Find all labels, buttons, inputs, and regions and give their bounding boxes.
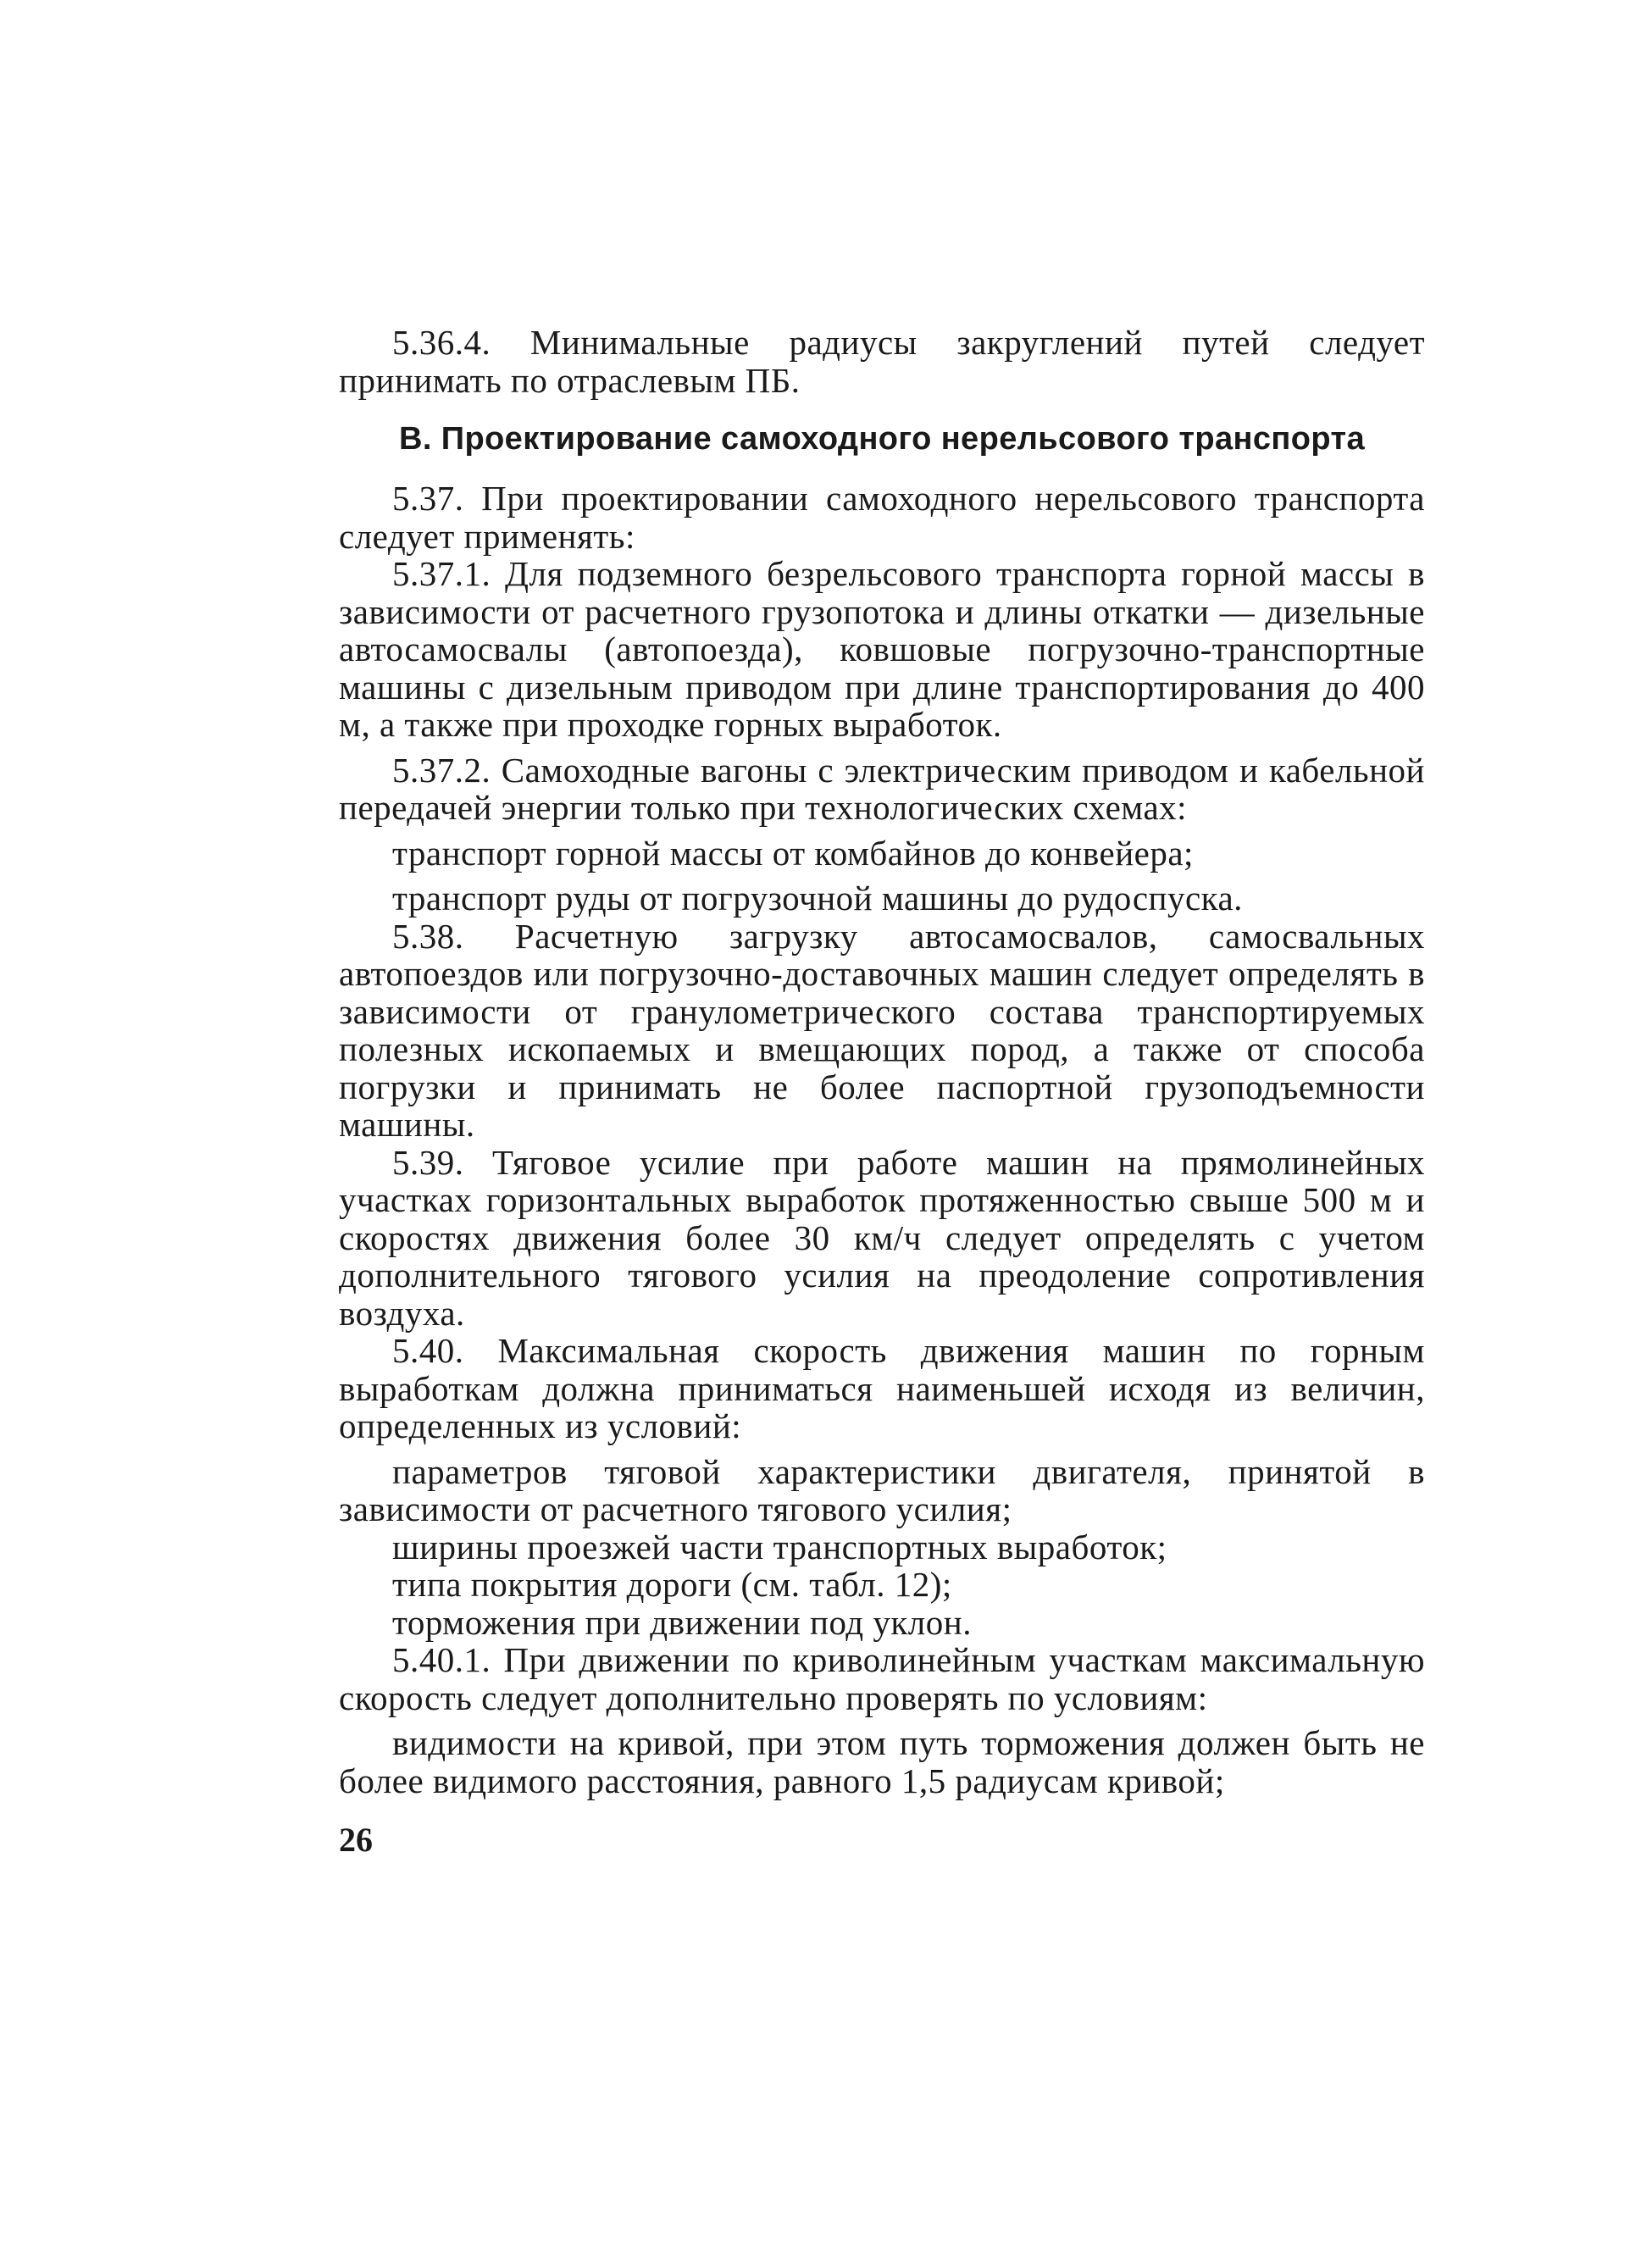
paragraph-5-36-4: 5.36.4. Минимальные радиусы закруглений путей следует принимать по отраслевым ПБ. [339, 323, 1425, 400]
paragraph-5-40-1: 5.40.1. При движении по криволинейным участкам максимальную скорость следует дополнительно проверять по условиям: [339, 1640, 1425, 1717]
list-item-road-surface: типа покрытия дороги (см. табл. 12); [392, 1565, 952, 1604]
section-heading-v: В. Проектирование самоходного нерельсового транспорта [398, 421, 1366, 457]
list-item-transport-ore: транспорт руды от погрузочной машины до рудоспуска. [392, 879, 1243, 918]
paragraph-5-38: 5.38. Расчетную загрузку автосамосвалов, самосвальных автопоездов или погрузочно-доставочных машин следует определять в зависимости от гранулометрического состава транспортируемых полезных ископаемых и вмещающих пород, а также от способа погрузки и принимать не более паспортной грузоподъемности машины. [339, 916, 1425, 1144]
paragraph-5-39: 5.39. Тяговое усилие при работе машин на прямолинейных участках горизонтальных выработок протяженностью свыше 500 м и скоростях движения более 30 км/ч следует определять с учетом дополнительного тягового усилия на преодоление сопротивления воздуха. [339, 1142, 1425, 1333]
list-item-traction-parameters: параметров тяговой характеристики двигателя, принятой в зависимости от расчетного тягового усилия; [339, 1451, 1425, 1528]
list-item-visibility: видимости на кривой, при этом путь торможения должен быть не более видимого расстояния, равного 1,5 радиусам кривой; [339, 1723, 1425, 1800]
list-item-braking-downhill: торможения при движении под уклон. [392, 1602, 972, 1642]
page-number: 26 [339, 1821, 373, 1859]
paragraph-5-37-1: 5.37.1. Для подземного безрельсового транспорта горной массы в зависимости от расчетного грузопотока и длины откатки — дизельные автосамосвалы (автопоезда), ковшовые погрузочно-транспортные машины с дизельным приводом при длине транспортирования до 400 м, а также при проходке горных выработок. [339, 554, 1425, 744]
document-page [339, 324, 1425, 1859]
paragraph-5-40: 5.40. Максимальная скорость движения машин по горным выработкам должна приниматься наименьшей исходя из величин, определенных из условий: [339, 1331, 1425, 1445]
paragraph-5-37-2: 5.37.2. Самоходные вагоны с электрическим приводом и кабельной передачей энергии только при технологических схемах: [339, 750, 1425, 827]
list-item-transport-mass: транспорт горной массы от комбайнов до конвейера; [392, 833, 1194, 873]
list-item-roadway-width: ширины проезжей части транспортных выработок; [392, 1527, 1167, 1567]
paragraph-5-37: 5.37. При проектировании самоходного нерельсового транспорта следует применять: [339, 479, 1425, 556]
